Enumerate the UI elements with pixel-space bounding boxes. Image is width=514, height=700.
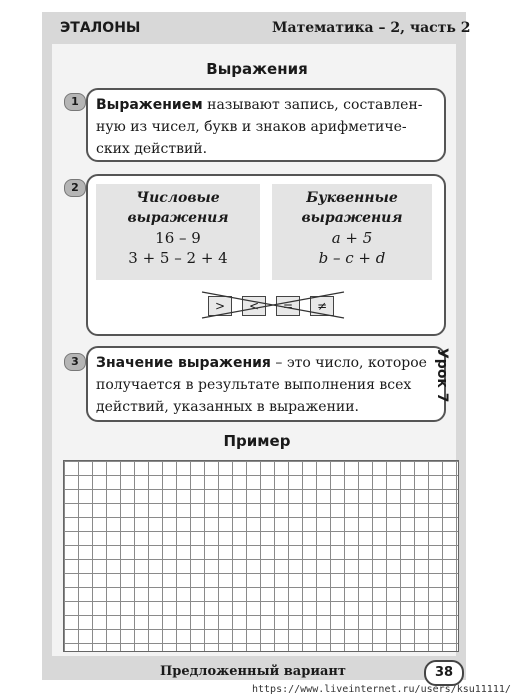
numeric-title-2: выражения xyxy=(127,210,229,226)
cross-out-icon xyxy=(198,290,348,320)
definition-box-3 xyxy=(86,346,446,422)
numeric-expr-1: 16 – 9 xyxy=(155,229,201,247)
example-title: Пример xyxy=(223,432,291,450)
definition-3-text xyxy=(96,352,427,418)
numeric-expressions-panel xyxy=(96,184,260,280)
definition-1-term: Выражением xyxy=(96,97,203,113)
not-equal-symbol: ≠ xyxy=(310,296,334,316)
header-left: ЭТАЛОНЫ xyxy=(60,20,141,36)
definition-3-line2: получается в результате выполнения всех xyxy=(96,377,412,393)
definition-1-line1: называют запись, составлен- xyxy=(202,97,423,113)
definition-box-1 xyxy=(86,88,446,162)
letter-expr-1: a + 5 xyxy=(331,229,373,247)
lesson-side-label: Урок 7 xyxy=(434,348,450,403)
letter-expressions-panel xyxy=(272,184,432,280)
definition-1-line3: ских действий. xyxy=(96,141,208,157)
definition-1-line2: ную из чисел, букв и знаков арифметиче- xyxy=(96,119,407,135)
section-title: Выражения xyxy=(206,60,308,78)
source-url: https://www.liveinternet.ru/users/ksu11111/ xyxy=(252,684,511,695)
definition-3-line3: действий, указанных в выражении. xyxy=(96,399,360,415)
numeric-expr-2: 3 + 5 – 2 + 4 xyxy=(128,249,228,267)
item-1-badge: 1 xyxy=(64,93,86,111)
definition-3-term: Значение выражения xyxy=(96,355,271,371)
item-3-badge: 3 xyxy=(64,353,86,371)
letter-title-1: Буквенные xyxy=(306,190,398,206)
expressions-box xyxy=(86,174,446,336)
definition-1-text xyxy=(96,94,423,160)
comparison-symbols xyxy=(198,290,348,320)
header-right: Математика – 2, часть 2 xyxy=(272,20,471,36)
letter-title-2: выражения xyxy=(301,210,403,226)
definition-3-line1: – это число, которое xyxy=(270,355,427,371)
page-number: 38 xyxy=(424,660,464,686)
letter-expr-2: b – c + d xyxy=(318,249,386,267)
equals-symbol: = xyxy=(276,296,300,316)
less-than-symbol: < xyxy=(242,296,266,316)
greater-than-symbol: > xyxy=(208,296,232,316)
example-grid xyxy=(63,460,459,652)
item-2-badge: 2 xyxy=(64,179,86,197)
footer-caption: Предложенный вариант xyxy=(160,664,346,679)
numeric-title-1: Числовые xyxy=(136,190,220,206)
